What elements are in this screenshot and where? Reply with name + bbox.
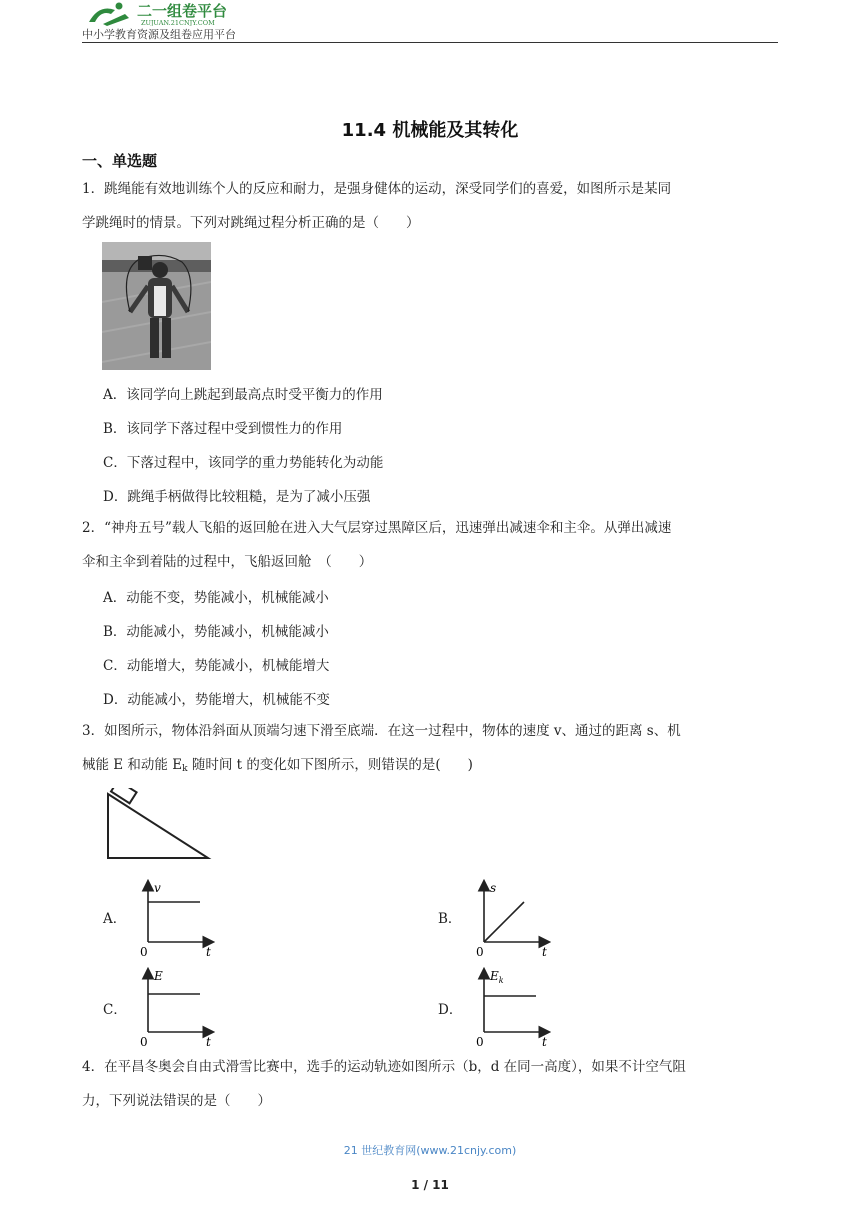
question-2-option-a: A．动能不变，势能减小，机械能减小 [103, 590, 329, 606]
question-1-option-a: A．该同学向上跳起到最高点时受平衡力的作用 [103, 387, 383, 403]
graph-d-kinetic-energy-time [472, 966, 554, 1048]
page-number: 1 / 11 [411, 1178, 449, 1192]
logo-url-text: ZUJUAN.21CNJY.COM [141, 19, 215, 26]
question-1-option-d: D．跳绳手柄做得比较粗糙，是为了减小压强 [103, 489, 371, 505]
question-4-line-2: 力，下列说法错误的是（ ） [82, 1093, 271, 1109]
graph-c-y-label: E [154, 969, 163, 983]
question-4-line-1: 4．在平昌冬奥会自由式滑雪比赛中，选手的运动轨迹如图所示（b，d 在同一高度），如果不计空气阻 [82, 1059, 686, 1075]
question-3-line-1: 3．如图所示，物体沿斜面从顶端匀速下滑至底端．在这一过程中，物体的速度 v、通过的距离 s、机 [82, 723, 681, 739]
question-3-stem [82, 714, 780, 786]
graph-d-origin: 0 [476, 1035, 484, 1048]
question-2-stem [82, 511, 780, 579]
graph-b-origin: 0 [476, 945, 484, 958]
graph-c-x-label: t [206, 1035, 211, 1048]
footer-source-link[interactable]: 21 世纪教育网(www.21cnjy.com) [343, 1144, 517, 1157]
rope-jumping-photo [102, 242, 211, 370]
graph-d-x-label: t [542, 1035, 547, 1048]
graph-b-x-label: t [542, 945, 547, 958]
incline-figure [104, 788, 214, 862]
header-subtitle: 中小学教育资源及组卷应用平台 [82, 28, 236, 41]
site-logo [85, 0, 270, 26]
section-title-single-choice: 一、单选题 [82, 152, 158, 170]
graph-b-y-label: s [490, 881, 497, 895]
logo-text: 二一组卷平台 [137, 2, 228, 20]
question-1-line-2: 学跳绳时的情景。下列对跳绳过程分析正确的是（ ） [82, 215, 420, 231]
graph-c-origin: 0 [140, 1035, 148, 1048]
graph-a-origin: 0 [140, 945, 148, 958]
question-4-stem [82, 1050, 780, 1118]
question-2-option-c: C．动能增大，势能减小，机械能增大 [103, 658, 330, 674]
question-2-line-1: 2．“神舟五号”载人飞船的返回舱在进入大气层穿过黑障区后，迅速弹出减速伞和主伞。从弹出减速 [82, 520, 672, 536]
question-3-option-c-label: C． [103, 1002, 127, 1018]
graph-d-y-label: $E_k$ [490, 969, 504, 985]
question-2-option-b: B．动能减小，势能减小，机械能减小 [103, 624, 329, 640]
question-3-option-b-label: B． [438, 911, 462, 927]
question-3-option-a-label: A． [103, 911, 127, 927]
question-3-option-d-label: D． [438, 1002, 463, 1018]
question-1-stem [82, 172, 780, 240]
question-1-option-c: C．下落过程中，该同学的重力势能转化为动能 [103, 455, 384, 471]
document-title: 11.4 机械能及其转化 [341, 120, 519, 141]
question-1-line-1: 1．跳绳能有效地训练个人的反应和耐力，是强身健体的运动，深受同学们的喜爱，如图所示是某同 [82, 181, 672, 197]
graph-b-distance-time [472, 876, 554, 958]
question-2-option-d: D．动能减小，势能增大，机械能不变 [103, 692, 330, 708]
question-1-option-b: B．该同学下落过程中受到惯性力的作用 [103, 421, 343, 437]
header-divider [82, 42, 778, 43]
graph-a-velocity-time [136, 876, 218, 958]
graph-a-x-label: t [206, 945, 211, 958]
graph-c-energy-time [136, 966, 218, 1048]
graph-a-y-label: v [154, 881, 161, 895]
question-3-line-2: 械能 E 和动能 $E_k$ 随时间 t 的变化如下图所示，则错误的是( ) [82, 757, 473, 774]
question-2-line-2: 伞和主伞到着陆的过程中，飞船返回舱 （ ） [82, 554, 373, 570]
graph-b-curve [484, 902, 524, 942]
